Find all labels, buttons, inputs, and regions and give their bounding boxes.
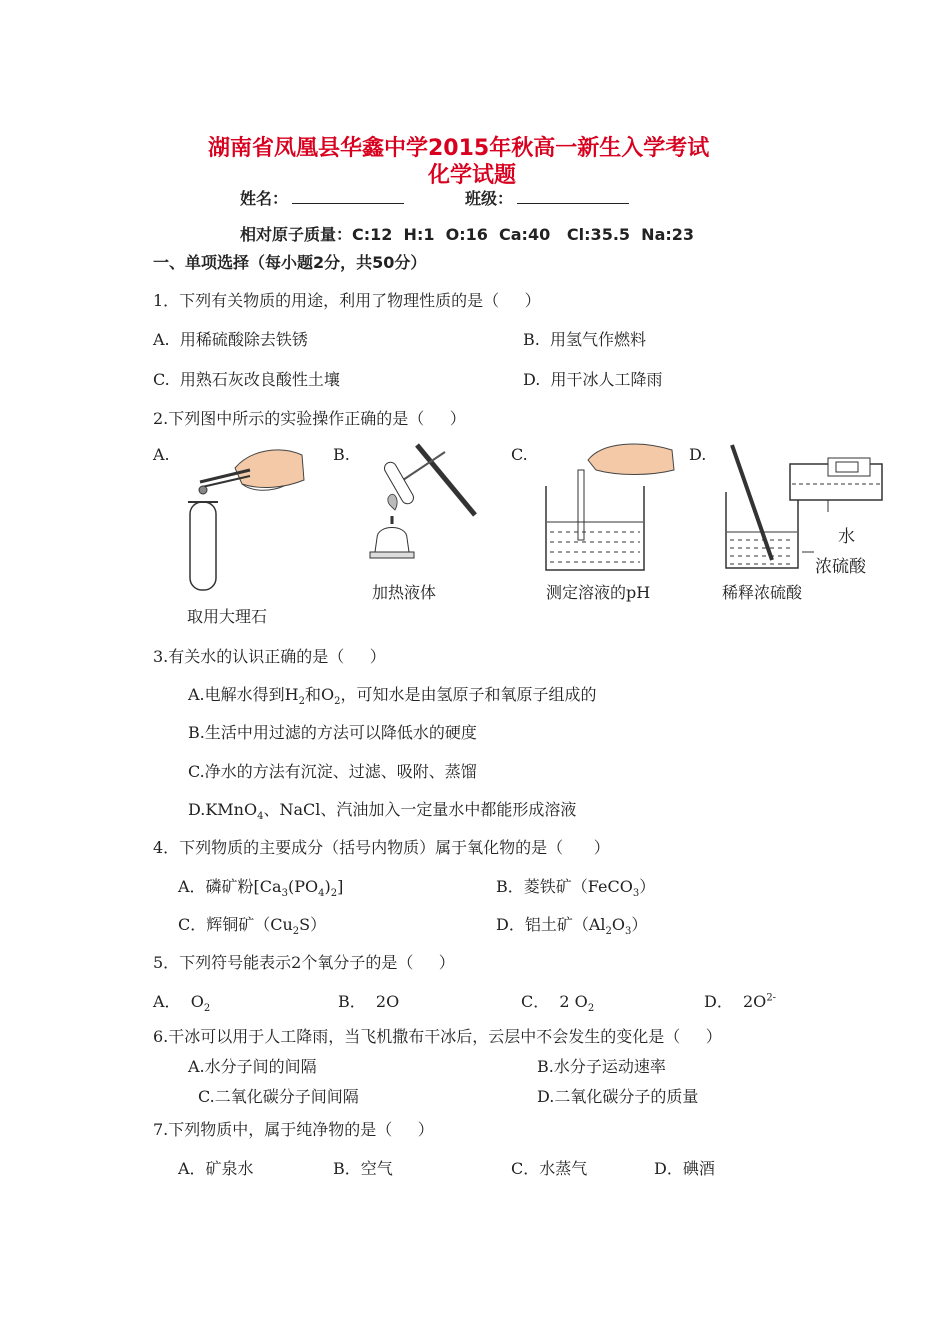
q1-option-a[interactable]: A. 用稀硫酸除去铁锈 [153,330,308,349]
class-label: 班级： [465,189,514,208]
q2-option-d-letter[interactable]: D. [689,445,707,464]
name-field [240,186,404,209]
section-heading: 一、单项选择（每小题2分，共50分） [153,253,427,272]
q2-caption-a: 取用大理石 [187,607,268,626]
q7-option-d[interactable]: D．碘酒 [654,1159,715,1178]
q4-option-b[interactable]: B．菱铁矿（FeCO$_3$） [496,877,656,900]
q2-d-label-acid: 浓硫酸 [815,557,866,577]
exam-title-line1: 湖南省凤凰县华鑫中学2015年秋高一新生入学考试 [208,136,710,161]
q2-caption-b: 加热液体 [372,583,437,602]
q3-stem: 3.有关水的认识正确的是（ ） [153,647,386,666]
name-blank[interactable] [292,189,404,204]
q2-option-c-letter[interactable]: C. [511,445,528,464]
q7-option-b[interactable]: B．空气 [333,1159,393,1178]
q5-option-a[interactable]: A． $O_2$ [153,992,211,1015]
q6-option-d[interactable]: D.二氧化碳分子的质量 [537,1087,699,1106]
q5-option-c[interactable]: C． 2 $O_2$ [521,992,595,1015]
q6-option-c[interactable]: C.二氧化碳分子间间隔 [198,1087,359,1106]
q3-option-a[interactable]: A.电解水得到$H_2$和$O_2$，可知水是由氢原子和氧原子组成的 [188,685,597,708]
figure-take-marble [180,440,310,600]
class-field [465,186,629,209]
q1-option-c[interactable]: C. 用熟石灰改良酸性土壤 [153,370,340,389]
q3-option-d[interactable]: D.KMnO$_4$、NaCl、汽油加入一定量水中都能形成溶液 [188,800,577,823]
class-blank[interactable] [517,189,629,204]
q4-option-d[interactable]: D．铝土矿$(Al_2O_3)$ [496,915,648,938]
q3-option-b[interactable]: B.生活中用过滤的方法可以降低水的硬度 [188,723,477,742]
q4-option-a[interactable]: A．磷矿粉$[Ca_3(PO_4)_2]$ [178,877,344,900]
q1-option-d[interactable]: D. 用干冰人工降雨 [523,370,663,389]
q7-option-c[interactable]: C．水蒸气 [511,1159,588,1178]
q2-option-b-letter[interactable]: B. [333,445,350,464]
q6-stem: 6.干冰可以用于人工降雨，当飞机撒布干冰后，云层中不会发生的变化是（ ） [153,1027,722,1046]
exam-title-line2: 化学试题 [428,163,517,188]
q4-stem: 4．下列物质的主要成分（括号内物质）属于氧化物的是（ ） [153,838,610,857]
q5-option-d[interactable]: D． $2O^{2-}$ [704,992,777,1011]
q6-option-b[interactable]: B.水分子运动速率 [537,1057,666,1076]
q5-stem: 5．下列符号能表示2个氧分子的是（ ） [153,953,455,972]
q2-d-label-water: 水 [838,527,855,547]
q4-option-c[interactable]: C．辉铜矿$(Cu_2S)$ [178,915,327,938]
q1-option-b[interactable]: B. 用氢气作燃料 [523,330,647,349]
atomic-mass-line: 相对原子质量：C:12 H:1 O:16 Ca:40 Cl:35.5 Na:23 [240,225,695,244]
q2-option-a-letter[interactable]: A. [153,445,170,464]
q2-stem: 2.下列图中所示的实验操作正确的是（ ） [153,409,466,428]
q2-caption-d: 稀释浓硫酸 [722,583,803,602]
figure-heat-liquid [355,440,485,575]
q6-option-a[interactable]: A.水分子间的间隔 [188,1057,317,1076]
q7-stem: 7.下列物质中，属于纯净物的是（ ） [153,1120,434,1139]
q2-caption-c: 测定溶液的pH [546,583,651,602]
name-label: 姓名： [240,189,289,208]
q5-option-b[interactable]: B． 2O [338,992,400,1011]
q3-option-c[interactable]: C.净水的方法有沉淀、过滤、吸附、蒸馏 [188,762,477,781]
q1-stem: 1．下列有关物质的用途，利用了物理性质的是（ ） [153,291,541,310]
figure-measure-ph [540,440,680,575]
q7-option-a[interactable]: A．矿泉水 [178,1159,254,1178]
